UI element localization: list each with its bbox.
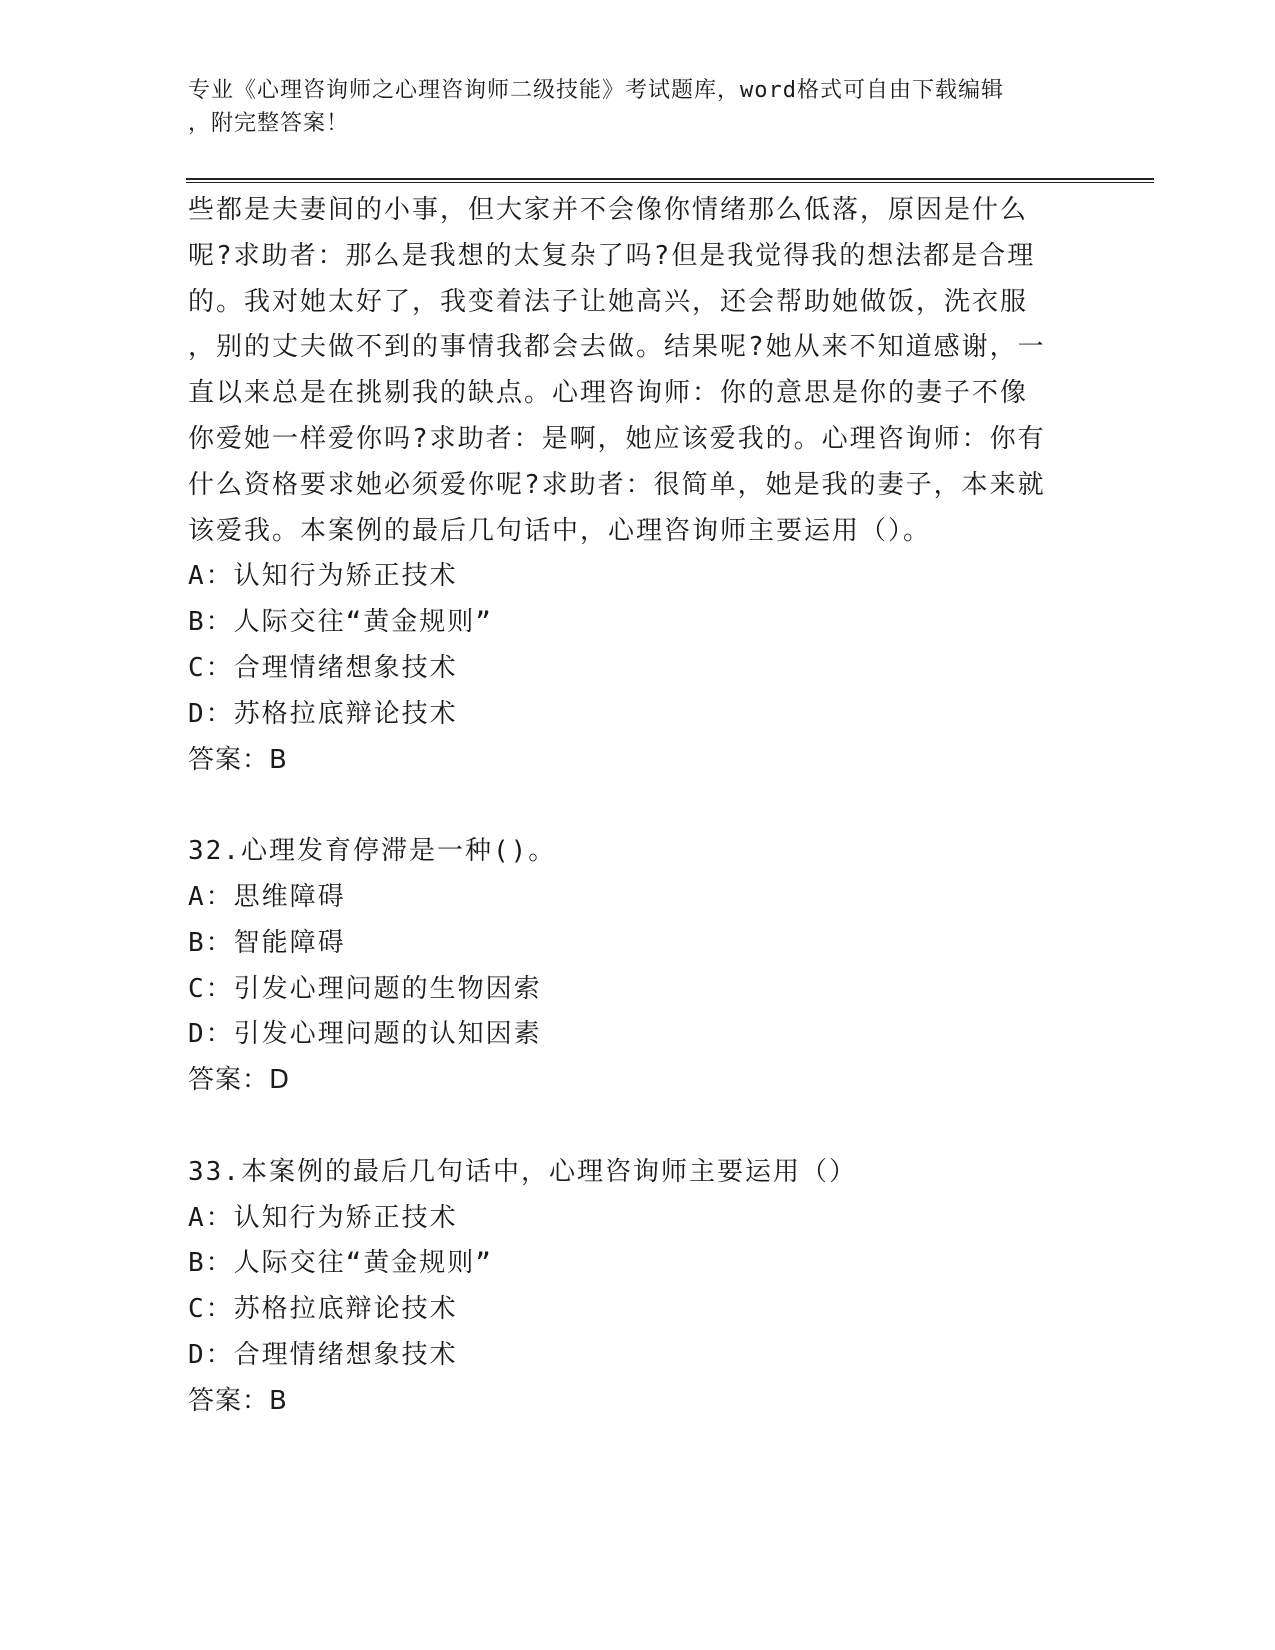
spacer [188, 783, 1088, 829]
option-c: C：引发心理问题的生物因索 [188, 973, 542, 1004]
option-a: A：认知行为矫正技术 [188, 561, 458, 592]
header-line-1: 专业《心理咨询师之心理咨询师二级技能》考试题库，word格式可自由下载编辑 [188, 78, 1004, 103]
question-stem-line: 什么资格要求她必须爱你呢?求助者：很简单，她是我的妻子，本来就 [188, 469, 1046, 500]
question-31 [188, 188, 1088, 783]
option-a: A：认知行为矫正技术 [188, 1202, 458, 1233]
question-stem-line: 该爱我。本案例的最后几句话中，心理咨询师主要运用（）。 [188, 515, 932, 546]
option-c: C：合理情绪想象技术 [188, 652, 458, 683]
question-stem: 33.本案例的最后几句话中，心理咨询师主要运用（） [188, 1156, 857, 1187]
header-divider [186, 178, 1154, 183]
option-c: C：苏格拉底辩论技术 [188, 1294, 458, 1325]
question-33 [188, 1150, 1088, 1425]
spacer [188, 1104, 1088, 1150]
question-stem-line: 直以来总是在挑剔我的缺点。心理咨询师：你的意思是你的妻子不像 [188, 378, 1029, 409]
option-d: D：合理情绪想象技术 [188, 1339, 458, 1370]
option-d: D：引发心理问题的认知因素 [188, 1019, 542, 1050]
option-b: B：人际交往“黄金规则” [188, 1248, 493, 1279]
header-line-2: ，附完整答案！ [188, 111, 350, 136]
document-body [188, 188, 1088, 1425]
question-stem-line: 你爱她一样爱你吗?求助者：是啊，她应该爱我的。心理咨询师：你有 [188, 423, 1046, 454]
option-b: B：智能障碍 [188, 927, 346, 958]
option-b: B：人际交往“黄金规则” [188, 607, 493, 638]
question-stem-line: 些都是夫妻间的小事，但大家并不会像你情绪那么低落，原因是什么 [188, 195, 1029, 225]
answer-line: 答案：B [188, 744, 288, 775]
page-header [188, 74, 1068, 140]
option-a: A：思维障碍 [188, 881, 346, 912]
question-stem-line: 呢?求助者：那么是我想的太复杂了吗?但是我觉得我的想法都是合理 [188, 240, 1036, 271]
question-stem: 32.心理发育停滞是一种()。 [188, 836, 557, 867]
answer-line: 答案：D [188, 1065, 291, 1096]
option-d: D：苏格拉底辩论技术 [188, 698, 458, 729]
answer-line: 答案：B [188, 1385, 288, 1416]
question-32 [188, 829, 1088, 1104]
question-stem-line: 的。我对她太好了，我变着法子让她高兴，还会帮助她做饭，洗衣服 [188, 286, 1029, 317]
question-stem-line: ，别的丈夫做不到的事情我都会去做。结果呢?她从来不知道感谢，一 [188, 332, 1046, 363]
